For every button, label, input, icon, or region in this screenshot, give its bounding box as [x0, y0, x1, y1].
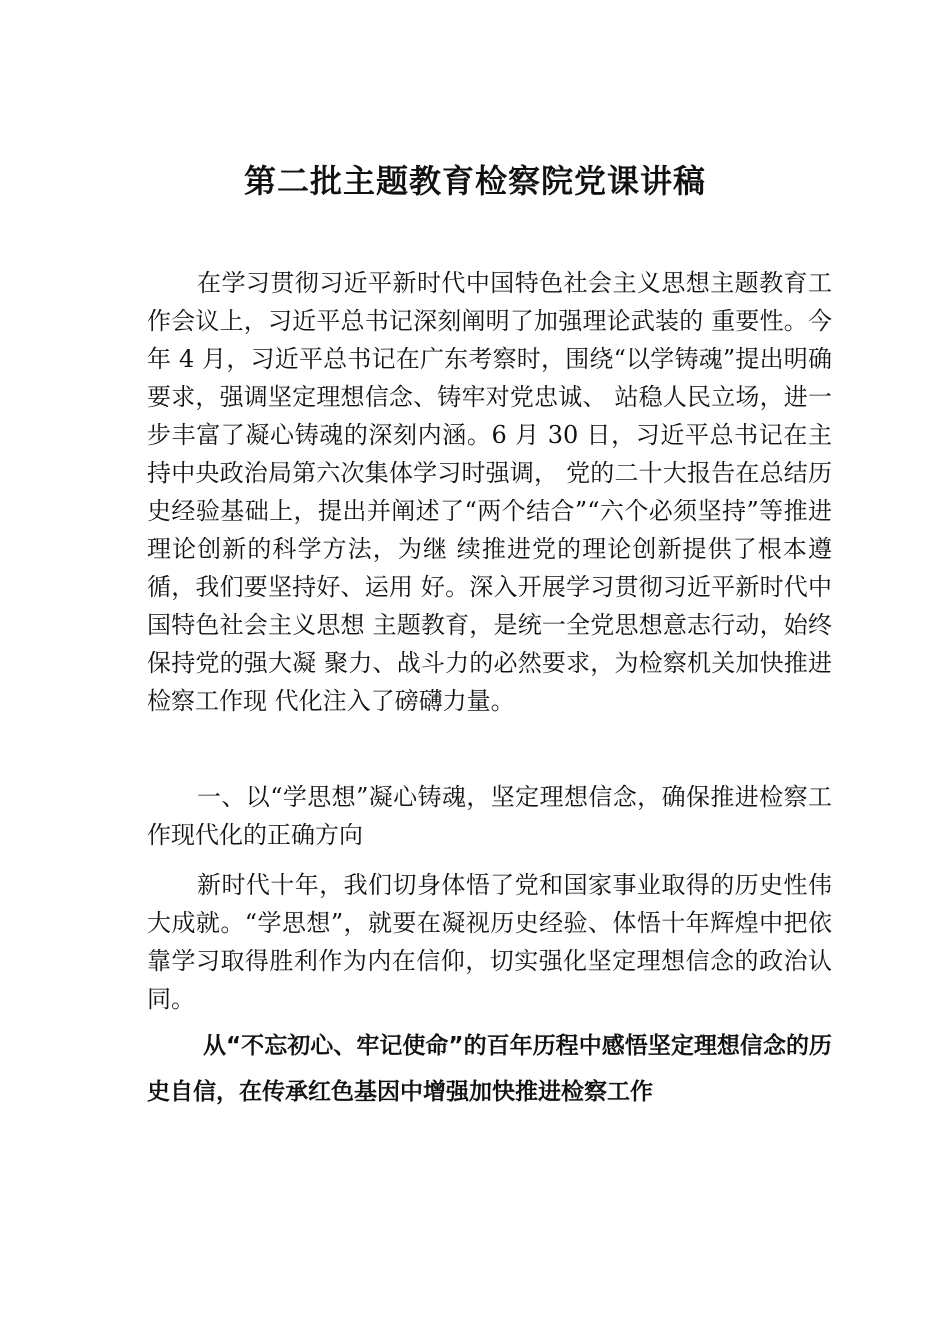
section-heading-1: 一、以“学思想”凝心铸魂，坚定理想信念，确保推进检察工作现代化的正确方向	[147, 783, 832, 849]
document-title: 第二批主题教育检察院党课讲稿	[243, 162, 706, 200]
body-paragraph-intro: 在学习贯彻习近平新时代中国特色社会主义思想主题教育工作会议上，习近平总书记深刻阐明了加强理论武装的 重要性。今年 4 月，习近平总书记在广东考察时，围绕“以学铸魂”提出明确要求，强调坚定理想信念、铸牢对党忠诚、 站稳人民立场，进一步丰富了凝心铸魂的深刻内涵。6 月 30 日，习近平总书记在主持中央政治局第六次集体学习时强调， 党的二十大报告在总结历史经验基础上，提出并阐述了“两个结合”“六个必须坚持”等推进理论创新的科学方法，为继 续推进党的理论创新提供了根本遵循，我们要坚持好、运用 好。深入开展学习贯彻习近平新时代中国特色社会主义思想 主题教育，是统一全党思想意志行动，始终保持党的强大凝 聚力、战斗力的必然要求，为检察机关加快推进检察工作现 代化注入了磅礴力量。	[147, 269, 832, 715]
body-paragraph-section-1: 新时代十年，我们切身体悟了党和国家事业取得的历史性伟大成就。“学思想”，就要在凝视历史经验、体悟十年辉煌中把依靠学习取得胜利作为内在信仰，切实强化坚定理想信念的政治认同。	[147, 871, 832, 1013]
bold-paragraph: 从“不忘初心、牢记使命”的百年历程中感悟坚定理想信念的历史自信，在传承红色基因中增强加快推进检察工作	[147, 1033, 832, 1105]
